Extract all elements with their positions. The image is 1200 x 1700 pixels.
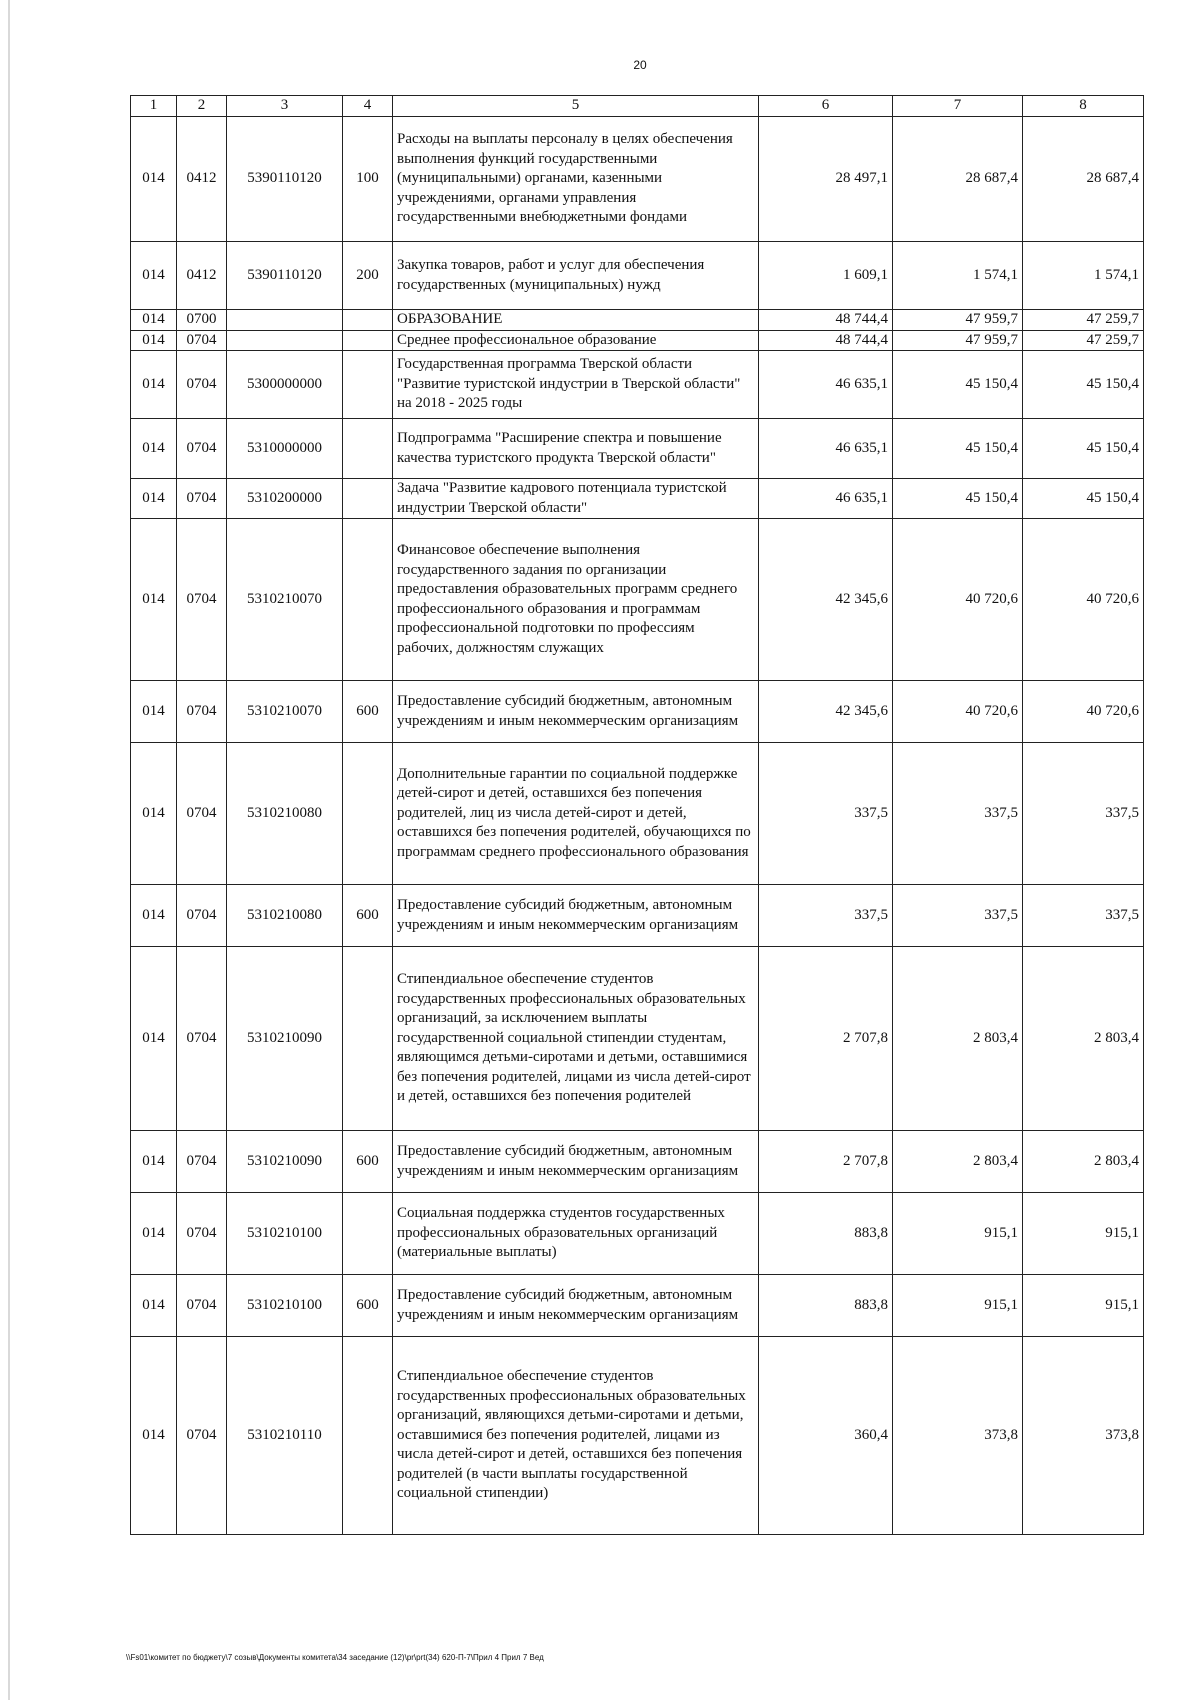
table-row — [131, 330, 1144, 351]
cell-section-code: 0704 — [177, 479, 227, 519]
cell-amount-col-8: 1 574,1 — [1023, 242, 1144, 310]
cell-target-article: 5310210070 — [227, 519, 343, 681]
table-row — [131, 1275, 1144, 1337]
cell-description: Стипендиальное обеспечение студентов государственных профессиональных образовательных организаций, за исключением выплаты государственной социальной стипендии студентам, являющимся детьми-сиротами и детьми, оставшимися без попечения родителей, лицами из числа детей-сирот и детей, оставшихся без попечения родителей — [393, 947, 759, 1131]
cell-expense-type — [343, 947, 393, 1131]
cell-grbs-code: 014 — [131, 1275, 177, 1337]
table-row — [131, 1193, 1144, 1275]
cell-amount-col-6: 883,8 — [759, 1193, 893, 1275]
cell-section-code: 0704 — [177, 885, 227, 947]
cell-amount-col-6: 360,4 — [759, 1337, 893, 1535]
cell-expense-type — [343, 519, 393, 681]
cell-target-article: 5310210090 — [227, 947, 343, 1131]
cell-amount-col-6: 28 497,1 — [759, 117, 893, 242]
cell-amount-col-8: 40 720,6 — [1023, 681, 1144, 743]
cell-amount-col-6: 48 744,4 — [759, 330, 893, 351]
cell-target-article: 5310210090 — [227, 1131, 343, 1193]
cell-section-code: 0704 — [177, 519, 227, 681]
cell-expense-type: 100 — [343, 117, 393, 242]
table-row — [131, 117, 1144, 242]
table-header — [131, 96, 1144, 117]
cell-section-code: 0704 — [177, 1193, 227, 1275]
table-row — [131, 885, 1144, 947]
scan-edge-line — [8, 0, 10, 1700]
cell-amount-col-6: 883,8 — [759, 1275, 893, 1337]
cell-section-code: 0704 — [177, 419, 227, 479]
cell-grbs-code: 014 — [131, 885, 177, 947]
cell-grbs-code: 014 — [131, 351, 177, 419]
cell-grbs-code: 014 — [131, 479, 177, 519]
cell-expense-type — [343, 310, 393, 331]
cell-amount-col-7: 47 959,7 — [893, 330, 1023, 351]
cell-amount-col-8: 40 720,6 — [1023, 519, 1144, 681]
header-col-3: 3 — [227, 96, 343, 117]
cell-expense-type: 600 — [343, 1275, 393, 1337]
table-row — [131, 743, 1144, 885]
cell-expense-type — [343, 330, 393, 351]
cell-target-article: 5310210100 — [227, 1193, 343, 1275]
cell-description: Стипендиальное обеспечение студентов государственных профессиональных образовательных организаций, являющихся детьми-сиротами и детьми, оставшимися без попечения родителей, лицами из числа детей-сирот и детей, оставшихся без попечения родителей (в части выплаты государственной социальной стипендии) — [393, 1337, 759, 1535]
cell-amount-col-7: 45 150,4 — [893, 351, 1023, 419]
cell-section-code: 0412 — [177, 242, 227, 310]
footer-file-path: \\Fs01\комитет по бюджету\7 созыв\Документы комитета\34 заседание (12)\pr\prt(34) 620-П-7\Прил 4 Прил 7 Вед — [126, 1653, 544, 1662]
cell-expense-type — [343, 351, 393, 419]
cell-grbs-code: 014 — [131, 117, 177, 242]
cell-amount-col-7: 1 574,1 — [893, 242, 1023, 310]
cell-amount-col-6: 46 635,1 — [759, 419, 893, 479]
cell-section-code: 0704 — [177, 947, 227, 1131]
cell-target-article: 5310210070 — [227, 681, 343, 743]
table-row — [131, 681, 1144, 743]
cell-target-article — [227, 330, 343, 351]
table-row — [131, 947, 1144, 1131]
cell-target-article: 5310000000 — [227, 419, 343, 479]
cell-amount-col-6: 48 744,4 — [759, 310, 893, 331]
header-col-5: 5 — [393, 96, 759, 117]
cell-amount-col-6: 2 707,8 — [759, 1131, 893, 1193]
table-row — [131, 1131, 1144, 1193]
cell-grbs-code: 014 — [131, 1131, 177, 1193]
cell-section-code: 0704 — [177, 330, 227, 351]
cell-description: Предоставление субсидий бюджетным, автономным учреждениям и иным некоммерческим организациям — [393, 1275, 759, 1337]
cell-grbs-code: 014 — [131, 681, 177, 743]
cell-description: Предоставление субсидий бюджетным, автономным учреждениям и иным некоммерческим организациям — [393, 681, 759, 743]
cell-target-article: 5390110120 — [227, 117, 343, 242]
cell-description: Среднее профессиональное образование — [393, 330, 759, 351]
table-row — [131, 419, 1144, 479]
cell-section-code: 0704 — [177, 351, 227, 419]
cell-grbs-code: 014 — [131, 743, 177, 885]
cell-amount-col-8: 47 259,7 — [1023, 330, 1144, 351]
cell-description: Социальная поддержка студентов государственных профессиональных образовательных организаций (материальные выплаты) — [393, 1193, 759, 1275]
cell-amount-col-8: 2 803,4 — [1023, 1131, 1144, 1193]
cell-amount-col-8: 45 150,4 — [1023, 479, 1144, 519]
cell-amount-col-7: 40 720,6 — [893, 681, 1023, 743]
cell-amount-col-7: 915,1 — [893, 1275, 1023, 1337]
cell-description: Предоставление субсидий бюджетным, автономным учреждениям и иным некоммерческим организациям — [393, 1131, 759, 1193]
cell-amount-col-7: 373,8 — [893, 1337, 1023, 1535]
cell-target-article: 5310200000 — [227, 479, 343, 519]
cell-amount-col-8: 45 150,4 — [1023, 351, 1144, 419]
header-col-1: 1 — [131, 96, 177, 117]
cell-description: Подпрограмма "Расширение спектра и повышение качества туристского продукта Тверской области" — [393, 419, 759, 479]
cell-expense-type — [343, 479, 393, 519]
cell-amount-col-6: 1 609,1 — [759, 242, 893, 310]
cell-amount-col-8: 47 259,7 — [1023, 310, 1144, 331]
cell-amount-col-6: 46 635,1 — [759, 479, 893, 519]
cell-target-article: 5300000000 — [227, 351, 343, 419]
cell-section-code: 0700 — [177, 310, 227, 331]
cell-amount-col-7: 915,1 — [893, 1193, 1023, 1275]
table-row — [131, 310, 1144, 331]
cell-grbs-code: 014 — [131, 419, 177, 479]
header-col-2: 2 — [177, 96, 227, 117]
cell-expense-type — [343, 743, 393, 885]
cell-grbs-code: 014 — [131, 1337, 177, 1535]
cell-grbs-code: 014 — [131, 519, 177, 681]
cell-expense-type: 600 — [343, 1131, 393, 1193]
cell-expense-type — [343, 1337, 393, 1535]
cell-description: Задача "Развитие кадрового потенциала туристской индустрии Тверской области" — [393, 479, 759, 519]
cell-amount-col-7: 2 803,4 — [893, 1131, 1023, 1193]
cell-description: Предоставление субсидий бюджетным, автономным учреждениям и иным некоммерческим организациям — [393, 885, 759, 947]
cell-amount-col-6: 42 345,6 — [759, 681, 893, 743]
cell-target-article: 5390110120 — [227, 242, 343, 310]
cell-grbs-code: 014 — [131, 1193, 177, 1275]
cell-grbs-code: 014 — [131, 330, 177, 351]
cell-target-article: 5310210100 — [227, 1275, 343, 1337]
cell-description: Расходы на выплаты персоналу в целях обеспечения выполнения функций государственными (муниципальными) органами, казенными учреждениями, органами управления государственными внебюджетными фондами — [393, 117, 759, 242]
cell-expense-type — [343, 1193, 393, 1275]
cell-amount-col-6: 337,5 — [759, 885, 893, 947]
table-row — [131, 519, 1144, 681]
cell-amount-col-6: 2 707,8 — [759, 947, 893, 1131]
cell-amount-col-7: 40 720,6 — [893, 519, 1023, 681]
table-row — [131, 1337, 1144, 1535]
cell-amount-col-7: 2 803,4 — [893, 947, 1023, 1131]
cell-expense-type: 600 — [343, 885, 393, 947]
cell-section-code: 0704 — [177, 1337, 227, 1535]
cell-grbs-code: 014 — [131, 310, 177, 331]
cell-amount-col-7: 45 150,4 — [893, 419, 1023, 479]
table-row — [131, 242, 1144, 310]
cell-amount-col-6: 42 345,6 — [759, 519, 893, 681]
table-body — [131, 117, 1144, 1535]
cell-section-code: 0704 — [177, 681, 227, 743]
table-row — [131, 479, 1144, 519]
cell-section-code: 0412 — [177, 117, 227, 242]
cell-section-code: 0704 — [177, 743, 227, 885]
cell-description: Закупка товаров, работ и услуг для обеспечения государственных (муниципальных) нужд — [393, 242, 759, 310]
cell-target-article: 5310210080 — [227, 885, 343, 947]
cell-description: Дополнительные гарантии по социальной поддержке детей-сирот и детей, оставшихся без попечения родителей, лиц из числа детей-сирот и детей, оставшихся без попечения родителей, обучающихся по программам среднего профессионального образования — [393, 743, 759, 885]
cell-target-article: 5310210110 — [227, 1337, 343, 1535]
cell-description: Государственная программа Тверской области "Развитие туристской индустрии в Тверской области" на 2018 - 2025 годы — [393, 351, 759, 419]
cell-amount-col-6: 337,5 — [759, 743, 893, 885]
cell-target-article — [227, 310, 343, 331]
cell-amount-col-8: 28 687,4 — [1023, 117, 1144, 242]
cell-amount-col-7: 47 959,7 — [893, 310, 1023, 331]
cell-amount-col-8: 2 803,4 — [1023, 947, 1144, 1131]
header-col-4: 4 — [343, 96, 393, 117]
cell-amount-col-8: 337,5 — [1023, 885, 1144, 947]
cell-amount-col-8: 915,1 — [1023, 1193, 1144, 1275]
cell-amount-col-7: 337,5 — [893, 885, 1023, 947]
header-col-7: 7 — [893, 96, 1023, 117]
cell-amount-col-8: 915,1 — [1023, 1275, 1144, 1337]
cell-amount-col-8: 45 150,4 — [1023, 419, 1144, 479]
cell-expense-type — [343, 419, 393, 479]
cell-section-code: 0704 — [177, 1131, 227, 1193]
cell-amount-col-7: 28 687,4 — [893, 117, 1023, 242]
header-col-8: 8 — [1023, 96, 1144, 117]
cell-amount-col-8: 337,5 — [1023, 743, 1144, 885]
cell-grbs-code: 014 — [131, 242, 177, 310]
cell-amount-col-7: 337,5 — [893, 743, 1023, 885]
header-row — [131, 96, 1144, 117]
cell-section-code: 0704 — [177, 1275, 227, 1337]
cell-expense-type: 200 — [343, 242, 393, 310]
cell-target-article: 5310210080 — [227, 743, 343, 885]
page-number: 20 — [633, 58, 647, 72]
table-row — [131, 351, 1144, 419]
budget-table — [130, 95, 1144, 1535]
cell-description: ОБРАЗОВАНИЕ — [393, 310, 759, 331]
header-col-6: 6 — [759, 96, 893, 117]
cell-expense-type: 600 — [343, 681, 393, 743]
cell-grbs-code: 014 — [131, 947, 177, 1131]
cell-amount-col-6: 46 635,1 — [759, 351, 893, 419]
cell-amount-col-7: 45 150,4 — [893, 479, 1023, 519]
cell-amount-col-8: 373,8 — [1023, 1337, 1144, 1535]
cell-description: Финансовое обеспечение выполнения государственного задания по организации предоставления образовательных программ среднего профессионального образования и программам профессиональной подготовки по профессиям рабочих, должностям служащих — [393, 519, 759, 681]
